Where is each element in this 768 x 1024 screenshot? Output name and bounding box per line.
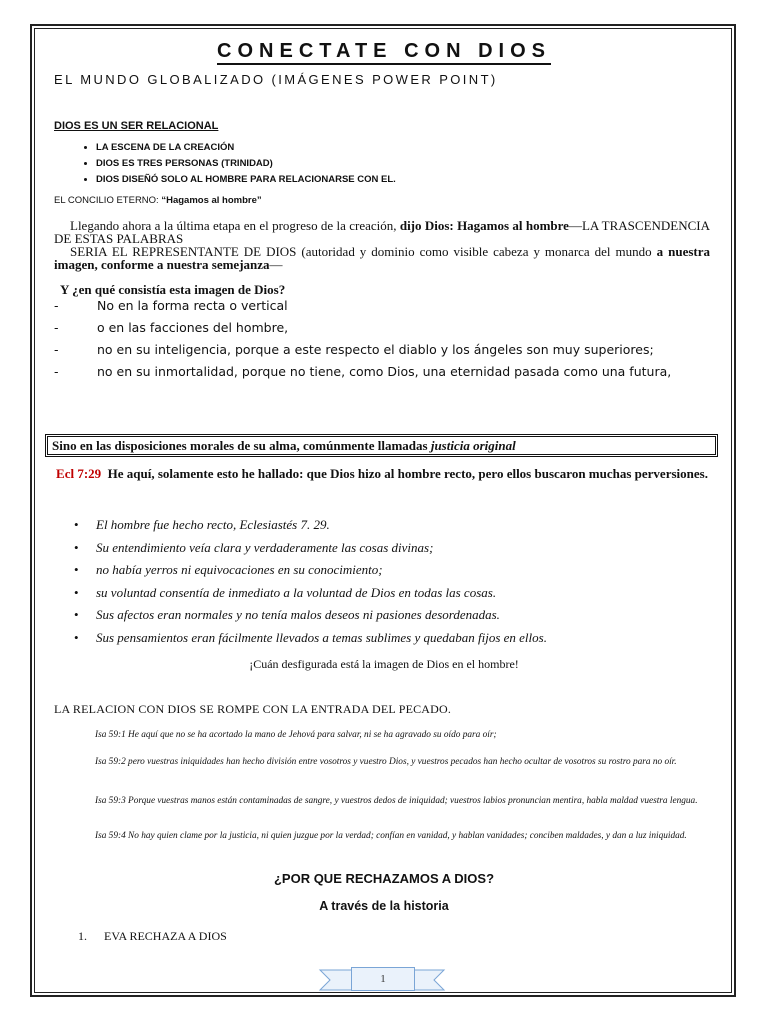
bullet-list xyxy=(54,140,396,188)
list-item: - no en su inteligencia, porque a este respecto el diablo y los ángeles son muy superiores; xyxy=(54,342,654,357)
subtitle: EL MUNDO GLOBALIZADO (IMÁGENES POWER POINT) xyxy=(54,72,498,87)
page-number: 1 xyxy=(351,967,415,991)
concilio-line xyxy=(54,195,262,206)
para-bold: a nuestra imagen, conforme a nuestra semejanza xyxy=(54,244,711,272)
isa-verse: Isa 59:2 pero vuestras iniquidades han hecho división entre vosotros y vuestro Dios, y vuestros pecados han hecho ocultar de vosotros su rostro para no oír. xyxy=(95,757,677,767)
dash-list xyxy=(54,295,710,383)
list-item: • no había yerros ni equivocaciones en su conocimiento; xyxy=(96,559,736,582)
para-text: SERIA EL REPRESENTANTE DE DIOS (autoridad y dominio como visible cabeza y monarca del mundo xyxy=(70,244,657,259)
creation-paragraph xyxy=(54,219,710,271)
list-item: • Sus afectos eran normales y no tenía malos deseos ni pasiones desordenadas. xyxy=(96,604,736,627)
list-item: • Su entendimiento veía clara y verdaderamente las cosas divinas; xyxy=(96,537,736,560)
concilio-label: EL CONCILIO ETERNO: xyxy=(54,195,162,206)
exclamation-line: ¡Cuán desfigurada está la imagen de Dios en el hombre! xyxy=(249,657,519,671)
item-text: EVA RECHAZA A DIOS xyxy=(104,929,227,943)
italic-bullet-list xyxy=(54,514,736,649)
historia-heading: A través de la historia xyxy=(319,899,449,913)
list-item: • LA ESCENA DE LA CREACIÓN xyxy=(96,140,396,156)
list-item: • DIOS DISEÑÓ SOLO AL HOMBRE PARA RELACIONARSE CON EL. xyxy=(96,172,396,188)
page-title: CONECTATE CON DIOS xyxy=(0,40,768,63)
boxed-statement: Sino en las disposiciones morales de su alma, comúnmente llamadas justicia original xyxy=(47,436,716,455)
isa-verse: Isa 59:3 Porque vuestras manos están contaminadas de sangre, y vuestros dedos de iniquidad; vuestros labios pronuncian mentira, habla maldad vuestra lengua. xyxy=(95,796,698,806)
isa-verse: Isa 59:4 No hay quien clame por la justicia, ni quien juzgue por la verdad; confían en vanidad, y hablan vanidades; conciben maldades, y dan a luz iniquidad. xyxy=(95,831,687,841)
para-text: —LA TRASCENDENCIA DE ESTAS PALABRAS xyxy=(54,218,711,246)
verse-ref: Ecl 7:29 xyxy=(56,466,102,481)
concilio-quote: “Hagamos al hombre” xyxy=(161,195,262,206)
list-item: • DIOS ES TRES PERSONAS (TRINIDAD) xyxy=(96,156,396,172)
list-item: • Sus pensamientos eran fácilmente llevados a temas sublimes y quedaban fijos en ellos. xyxy=(96,627,736,650)
verse-text: He aquí, solamente esto he hallado: que Dios hizo al hombre recto, pero ellos buscaron muchas perversiones. xyxy=(107,466,708,481)
porque-heading: ¿POR QUE RECHAZAMOS A DIOS? xyxy=(273,871,495,886)
para-bold: dijo Dios: Hagamos al hombre xyxy=(399,218,569,233)
list-item: - no en su inmortalidad, porque no tiene, como Dios, una eternidad pasada como una futura, xyxy=(54,364,672,379)
list-item: • El hombre fue hecho recto, Eclesiastés 7. 29. xyxy=(96,514,736,537)
list-item: - No en la forma recta o vertical xyxy=(54,298,288,313)
para-text: Llegando ahora a la última etapa en el progreso de la creación, xyxy=(70,218,400,233)
list-item: - o en las facciones del hombre, xyxy=(54,320,289,335)
section-heading: DIOS ES UN SER RELACIONAL xyxy=(54,120,219,132)
item-number: 1. xyxy=(78,929,87,943)
numbered-item xyxy=(78,929,227,944)
page-number-ribbon xyxy=(318,964,446,996)
list-item: • su voluntad consentía de inmediato a la voluntad de Dios en todas las cosas. xyxy=(96,582,736,605)
isa-verse: Isa 59:1 He aquí que no se ha acortado la mano de Jehová para salvar, ni se ha agravado su oído para oír; xyxy=(95,730,497,740)
question-heading: Y ¿en qué consistía esta imagen de Dios? xyxy=(60,282,286,297)
ecl-quote xyxy=(54,466,710,481)
para-text: — xyxy=(269,257,283,272)
relacion-heading: LA RELACION CON DIOS SE ROMPE CON LA ENTRADA DEL PECADO. xyxy=(54,702,452,716)
